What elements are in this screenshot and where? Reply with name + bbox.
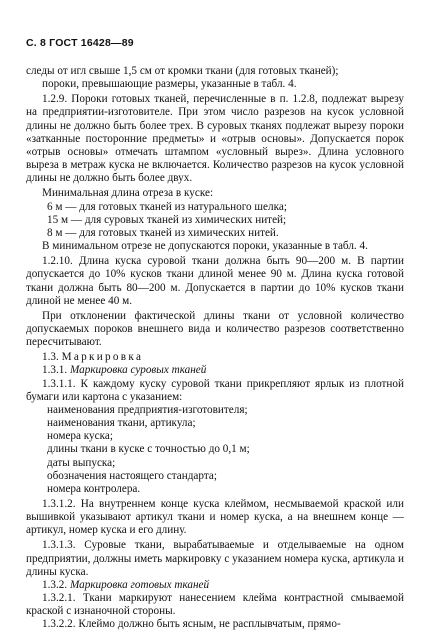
clause-1-3-1-2: 1.3.1.2. На внутреннем конце куска клеймом, несмываемой краской или вышивкой указывают артикул ткани и номер куска, а на внешнем конце — артикул, номер куска и его длину. [26, 498, 404, 537]
paragraph: следы от игл свыше 1,5 см от кромки ткани (для готовых тканей); [26, 65, 339, 77]
subsection-number: 1.3.2. [42, 578, 68, 591]
clause-1-3-2-2: 1.3.2.2. Клеймо должно быть ясным, не расплывчатым, прямо- [42, 618, 341, 631]
list-item: длины ткани в куске с точностью до 0,1 м; [47, 443, 250, 456]
list-item: 15 м — для суровых тканей из химических нитей; [47, 213, 287, 226]
list-item: даты выпуска; [47, 456, 116, 469]
paragraph: При отклонении фактической длины ткани от условной количество допускаемых пороков внешнего вида и количество разрезов соответственно пересчитывают. [26, 309, 404, 349]
subsection-heading-1-3-2 [26, 579, 404, 592]
list-item: наименования ткани, артикула; [47, 417, 196, 430]
list-item: номера куска; [47, 430, 113, 443]
list-item: обозначения настоящего стандарта; [47, 469, 217, 482]
paragraph: Минимальная длина отреза в куске: [42, 187, 214, 200]
label-fields-list [26, 404, 404, 496]
clause-1-3-1-1: 1.3.1.1. К каждому куску суровой ткани прикрепляют ярлык из плотной бумаги или картона с указанием: [26, 377, 404, 403]
section-heading-1-3 [26, 351, 404, 364]
list-item: 8 м — для готовых тканей из химических нитей. [47, 226, 279, 239]
subsection-heading-1-3-1 [26, 364, 404, 377]
clause-1-3-2-1: 1.3.2.1. Ткани маркируют нанесением клейма контрастной смываемой краской с изнаночной стороны. [26, 592, 404, 618]
subsection-title: Маркировка суровых тканей [69, 364, 207, 377]
subsection-number: 1.3.1. [42, 364, 68, 377]
list-item: 6 м — для готовых тканей из натурального шелка; [47, 200, 287, 213]
paragraph: В минимальном отрезе не допускаются пороки, указанные в табл. 4. [42, 240, 368, 253]
document-body [26, 65, 404, 632]
min-length-list [26, 201, 404, 240]
section-title: Маркировка [61, 351, 144, 364]
paragraph: пороки, превышающие размеры, указанные в табл. 4. [42, 78, 297, 91]
list-item: наименования предприятия-изготовителя; [47, 403, 248, 416]
list-item: номера контролера. [47, 482, 141, 495]
clause-1-2-10: 1.2.10. Длина куска суровой ткани должна быть 90—200 м. В партии допускается до 10% кусков ткани длиной менее 90 м. Длина куска готовой ткани должна быть 80—200 м. Допускается в партии до 10% кусков ткани длиной не менее 40 м. [26, 255, 404, 307]
section-number: 1.3. [42, 351, 59, 364]
clause-1-3-1-3: 1.3.1.3. Суровые ткани, вырабатываемые и отделываемые на одном предприятии, должны иметь маркировку с указанием номера куска, артикула и длины куска. [26, 539, 404, 578]
subsection-title: Маркировка готовых тканей [69, 578, 210, 591]
page-header: С. 8 ГОСТ 16428—89 [26, 37, 134, 49]
clause-1-2-9: 1.2.9. Пороки готовых тканей, перечисленные в п. 1.2.8, подлежат вырезу на предприятии-изготовителе. При этом число разрезов на кусок условной длины не должно быть более трех. В суровых тканях подлежат вырезу пороки «затканные посторонние предметы» и «отрыв основы». Допускается порок «отрыв основы» отмечать штампом «условный вырез». Длина условного выреза в метраж куска не включается. Количество разрезов на кусок условной длины не должно быть более двух. [26, 93, 404, 185]
